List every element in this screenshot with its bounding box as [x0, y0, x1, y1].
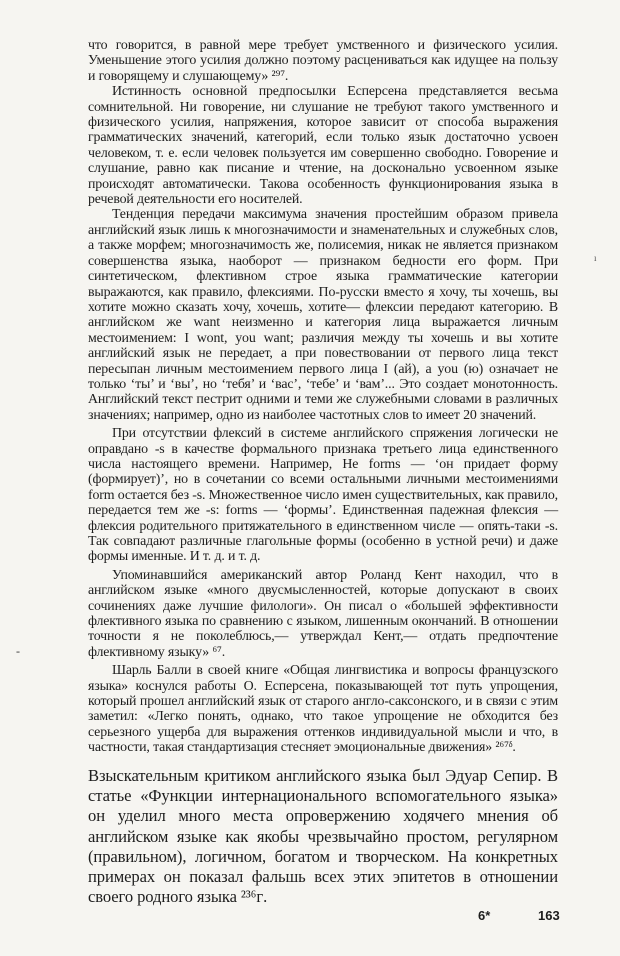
paragraph-bally: Шарль Балли в своей книге «Общая лингвистика и вопросы французского языка» коснулся работы О. Есперсена, показывающей тот путь упрощения, который прошел английский язык от старого англо-саксонского, и в связи с этим заметил: «Легко понять, однако, что такое упрощение не обходится без серьезного ущерба для выражения оттенков индивидуальной мысли и что, в частности, такая стандартизация стесняет эмоциональные движения» ²⁶⁷ᵟ.: [88, 663, 558, 756]
paragraph-inflections: При отсутствии флексий в системе английского спряжения логически не оправдано -s в качестве формального признака третьего лица единственного числа настоящего времени. Например, He forms — ‘он придает форму (формирует)’, но в сочетании со всеми остальными личными местоимениями form остается без -s. Множественное число имен существительных, как правило, передается тем же -s: forms — ‘формы’. Единственная падежная флексия — флексия родительного притяжательного в единственном числе — опять-таки -s. Так совпадают различные глагольные формы (особенно в устной речи) и даже формы именные. И т. д. и т. д.: [88, 426, 558, 565]
paragraph-sapir: Взыскательным критиком английского языка был Эдуар Сепир. В статье «Функции интернационального вспомогательного языка» он уделил много места опровержению ходячего мнения об английском языке как якобы чрезвычайно простом, регулярном (правильном), логичном, богатом и творческом. На конкретных примерах он показал фальшь всех этих эпитетов в отношении своего родного языка ²³⁶ᴦ.: [88, 766, 558, 907]
page-footer: [0, 908, 620, 928]
page-number: 163: [538, 908, 560, 923]
paragraph-kent: Упоминавшийся американский автор Роланд Кент находил, что в английском языке «много двусмысленностей, которые допускают в своих сочинениях даже лучшие филологи». Он писал о «большей эффективности флективного языка по сравнению с языком, лишенным окончаний. В отношении точности я не поколеблюсь,— утверждал Кент,— отдать предпочтение флективному языку» ⁶⁷.: [88, 567, 558, 660]
margin-mark-icon: ‐: [16, 644, 20, 658]
paragraph-polysemy: Тенденция передачи максимума значения простейшим образом привела английский язык лишь к многозначимости и знаменательных и служебных слов, а также морфем; многозначимость же, полисемия, никак не является признаком совершенства языка, наоборот — признаком бедности его форм. При синтетическом, флективном строе языка грамматические категории выражаются, как правило, флексиями. По-русски вместо я хочу, ты хочешь, вы хотите можно сказать хочу, хочешь, хотите— флексии передают категорию. В английском же want неизменно и категория лица выражается личным местоимением: I wont, you want; различия между ты хочешь и вы хотите английский язык не передает, а при повествовании от первого лица текст пересыпан личным местоимением первого лица I (ай), а you (ю) означает не только ‘ты’ и ‘вы’, но ‘тебя’ и ‘вас’, ‘тебе’ и ‘вам’... Это создает монотонность. Английский текст пестрит одними и теми же служебными словами в различных значениях; например, одно из наиболее частотных слов to имеет 20 значений.: [88, 207, 558, 423]
paragraph-jespersen-premise: Истинность основной предпосылки Есперсена представляется весьма сомнительной. Ни говорение, ни слушание не требуют такого умственного и физического усилия, напряжения, которое зависит от способа выражения грамматических значений, категорий, если только язык достаточно усвоен человеком, т. е. если человек пользуется им совершенно свободно. Говорение и слушание, равно как писание и чтение, на досконально усвоенном языке происходят автоматически. Такова особенность функционирования языка в речевой деятельности его носителей.: [88, 84, 558, 208]
paragraph-continuation: что говорится, в равной мере требует умственного и физического усилия. Уменьшение этого усилия должно поэтому расцениваться как идущее на пользу и говорящему и слушающему» ²⁹⁷.: [88, 38, 558, 84]
body-text-large: [88, 766, 558, 907]
signature-mark: 6*: [478, 908, 491, 923]
margin-tick-icon: ı: [594, 253, 597, 263]
body-text-small: [88, 38, 558, 756]
